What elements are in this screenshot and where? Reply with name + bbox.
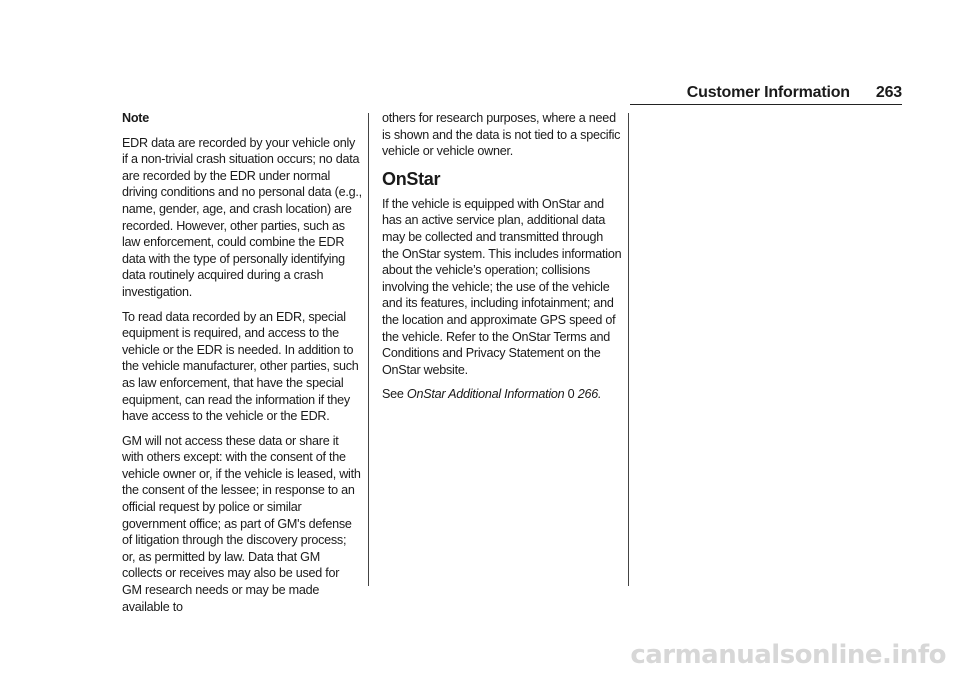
- page-header: [687, 84, 902, 102]
- see-page[interactable]: 266.: [577, 387, 602, 402]
- paragraph-gm-access: GM will not access these data or share it with others except: with the consent of the vehicle owner or, if the vehicle is leased, with the consent of the lessee; in response to an official request by police or similar government office; as part of GM's defense of litigation through the discovery process; or, as permitted by law. Data that GM collects or receives may also be used for GM research needs or may be made available to: [122, 433, 361, 614]
- column-divider-right: [628, 113, 629, 586]
- see-link[interactable]: OnStar Additional Information: [406, 387, 565, 402]
- left-column: [122, 110, 362, 623]
- page-reference-arrow-icon: 0: [567, 387, 575, 402]
- header-rule: [630, 104, 902, 105]
- column-divider-left: [368, 113, 369, 586]
- paragraph-edr-reading: To read data recorded by an EDR, special equipment is required, and access to the vehicle or the EDR is needed. In addition to the vehicle manufacturer, other parties, such as law enforcement, that have the special equipment, can read the information if they have access to the vehicle or the EDR.: [122, 309, 359, 424]
- watermark: carmanualsonline.info: [630, 640, 946, 670]
- onstar-heading: OnStar: [382, 168, 441, 189]
- see-reference: [382, 386, 622, 403]
- section-title: Customer Information: [686, 84, 850, 101]
- see-prefix: See: [382, 387, 407, 402]
- page-number: 263: [875, 84, 902, 101]
- paragraph-onstar: If the vehicle is equipped with OnStar and has an active service plan, additional data may be collected and transmitted through the OnStar system. This includes information about the vehicle’s operation; collisions involving the vehicle; the use of the vehicle and its features, including infotainment; and the location and approximate GPS speed of the vehicle. Refer to the OnStar Terms and Conditions and Privacy Statement on the OnStar website.: [382, 196, 622, 377]
- right-column: [382, 110, 622, 411]
- paragraph-edr-recording: EDR data are recorded by your vehicle only if a non-trivial crash situation occurs; no data are recorded by the EDR under normal driving conditions and no personal data (e.g., name, gender, age, and crash location) are recorded. However, other parties, such as law enforcement, could combine the EDR data with the type of personally identifying data routinely acquired during a crash investigation.: [122, 135, 362, 299]
- paragraph-continuation: others for research purposes, where a need is shown and the data is not tied to a specific vehicle or vehicle owner.: [382, 111, 621, 159]
- note-title: Note: [122, 111, 149, 125]
